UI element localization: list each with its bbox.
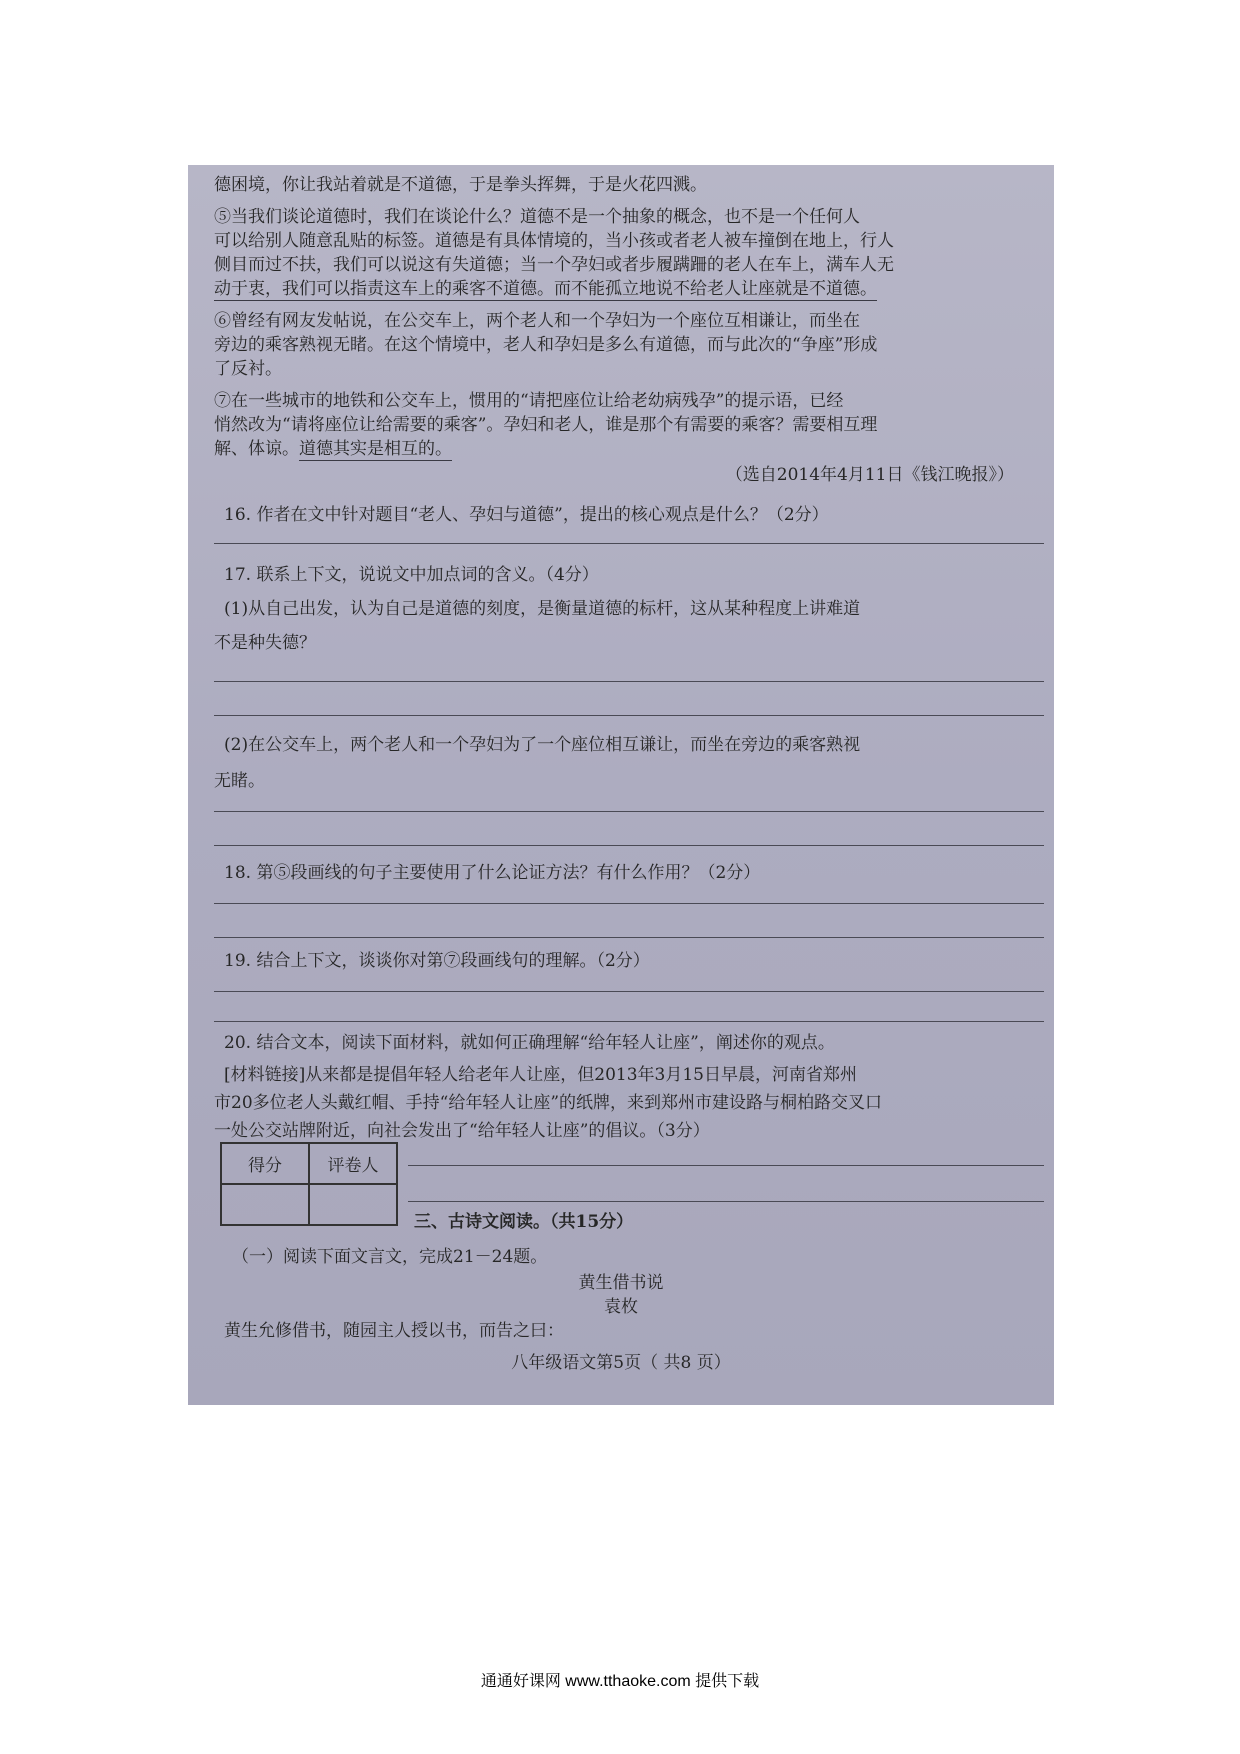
question-17-2-cont: 无睹。 xyxy=(214,771,265,791)
answer-line[interactable] xyxy=(214,845,1044,846)
grader-cell[interactable] xyxy=(309,1184,397,1225)
answer-line[interactable] xyxy=(408,1201,1044,1202)
text-title: 黄生借书说 xyxy=(578,1273,664,1293)
passage-line: 可以给别人随意乱贴的标签。道德是有具体情境的，当小孩或者老人被车撞倒在地上，行人 xyxy=(214,231,894,251)
question-17-2: (2)在公交车上，两个老人和一个孕妇为了一个座位相互谦让，而坐在旁边的乘客熟视 xyxy=(224,735,861,755)
question-17: 17. 联系上下文，说说文中加点词的含义。（4分） xyxy=(224,565,599,585)
answer-line[interactable] xyxy=(214,681,1044,682)
question-20: 20. 结合文本，阅读下面材料，就如何正确理解“给年轻人让座”，阐述你的观点。 xyxy=(224,1033,835,1053)
passage-line: ⑤当我们谈论道德时，我们在谈论什么？道德不是一个抽象的概念，也不是一个任何人 xyxy=(214,207,860,227)
answer-line[interactable] xyxy=(408,1165,1044,1166)
grader-header: 评卷人 xyxy=(309,1143,397,1184)
question-18: 18. 第⑤段画线的句子主要使用了什么论证方法？有什么作用？（2分） xyxy=(224,863,761,883)
answer-line[interactable] xyxy=(214,1021,1044,1022)
answer-line[interactable] xyxy=(214,543,1044,544)
text-author: 袁枚 xyxy=(604,1297,638,1317)
text-first-line: 黄生允修借书，随园主人授以书，而告之曰： xyxy=(224,1321,564,1341)
page-number: 八年级语文第5页（ 共8 页） xyxy=(511,1353,731,1373)
passage-line xyxy=(214,277,1034,301)
passage-line: ⑦在一些城市的地铁和公交车上，惯用的“请把座位让给老幼病残孕”的提示语，已经 xyxy=(214,391,844,411)
passage-line: 悄然改为“请将座位让给需要的乘客”。孕妇和老人，谁是那个有需要的乘客？需要相互理 xyxy=(214,415,878,435)
answer-line[interactable] xyxy=(214,991,1044,992)
section-3-instruction: （一）阅读下面文言文，完成21－24题。 xyxy=(232,1247,548,1267)
question-20-material: 市20多位老人头戴红帽、手持“给年轻人让座”的纸牌，来到郑州市建设路与桐柏路交叉口 xyxy=(214,1093,883,1113)
passage-line: 侧目而过不扶，我们可以说这有失道德；当一个孕妇或者步履蹒跚的老人在车上，满车人无 xyxy=(214,255,894,275)
answer-line[interactable] xyxy=(214,903,1044,904)
question-19: 19. 结合上下文，谈谈你对第⑦段画线句的理解。（2分） xyxy=(224,951,650,971)
answer-line[interactable] xyxy=(214,937,1044,938)
passage-line: 了反衬。 xyxy=(214,359,282,379)
question-20-material: 一处公交站牌附近，向社会发出了“给年轻人让座”的倡议。（3分） xyxy=(214,1121,710,1141)
question-20-material: [材料链接]从来都是提倡年轻人给老年人让座，但2013年3月15日早晨，河南省郑州 xyxy=(224,1065,857,1085)
score-cell[interactable] xyxy=(221,1184,309,1225)
question-17-1-cont: 不是种失德？ xyxy=(214,633,316,653)
score-table xyxy=(220,1142,398,1226)
question-17-1: (1)从自己出发，认为自己是道德的刻度，是衡量道德的标杆，这从某种程度上讲难道 xyxy=(224,599,861,619)
underlined-sentence: 动于衷，我们可以指责这车上的乘客不道德。而不能孤立地说不给老人让座就是不道德。 xyxy=(214,279,877,299)
passage-line: ⑥曾经有网友发帖说，在公交车上，两个老人和一个孕妇为一个座位互相谦让，而坐在 xyxy=(214,311,860,331)
section-3-heading: 三、古诗文阅读。（共15分） xyxy=(414,1212,634,1232)
passage-text: 解、体谅。 xyxy=(214,439,299,459)
source-citation: （选自2014年4月11日《钱江晚报》） xyxy=(725,465,1014,485)
exam-page-photo xyxy=(188,165,1054,1405)
answer-line[interactable] xyxy=(214,715,1044,716)
question-16: 16. 作者在文中针对题目“老人、孕妇与道德”，提出的核心观点是什么？（2分） xyxy=(224,505,829,525)
answer-line[interactable] xyxy=(214,811,1044,812)
passage-line: 德困境，你让我站着就是不道德，于是拳头挥舞，于是火花四溅。 xyxy=(214,175,707,195)
passage-line: 旁边的乘客熟视无睹。在这个情境中，老人和孕妇是多么有道德，而与此次的“争座”形成 xyxy=(214,335,878,355)
underlined-sentence: 道德其实是相互的。 xyxy=(299,439,452,459)
site-footer: 通通好课网 www.tthaoke.com 提供下载 xyxy=(480,1673,760,1690)
score-header: 得分 xyxy=(221,1143,309,1184)
passage-line xyxy=(214,437,1034,461)
